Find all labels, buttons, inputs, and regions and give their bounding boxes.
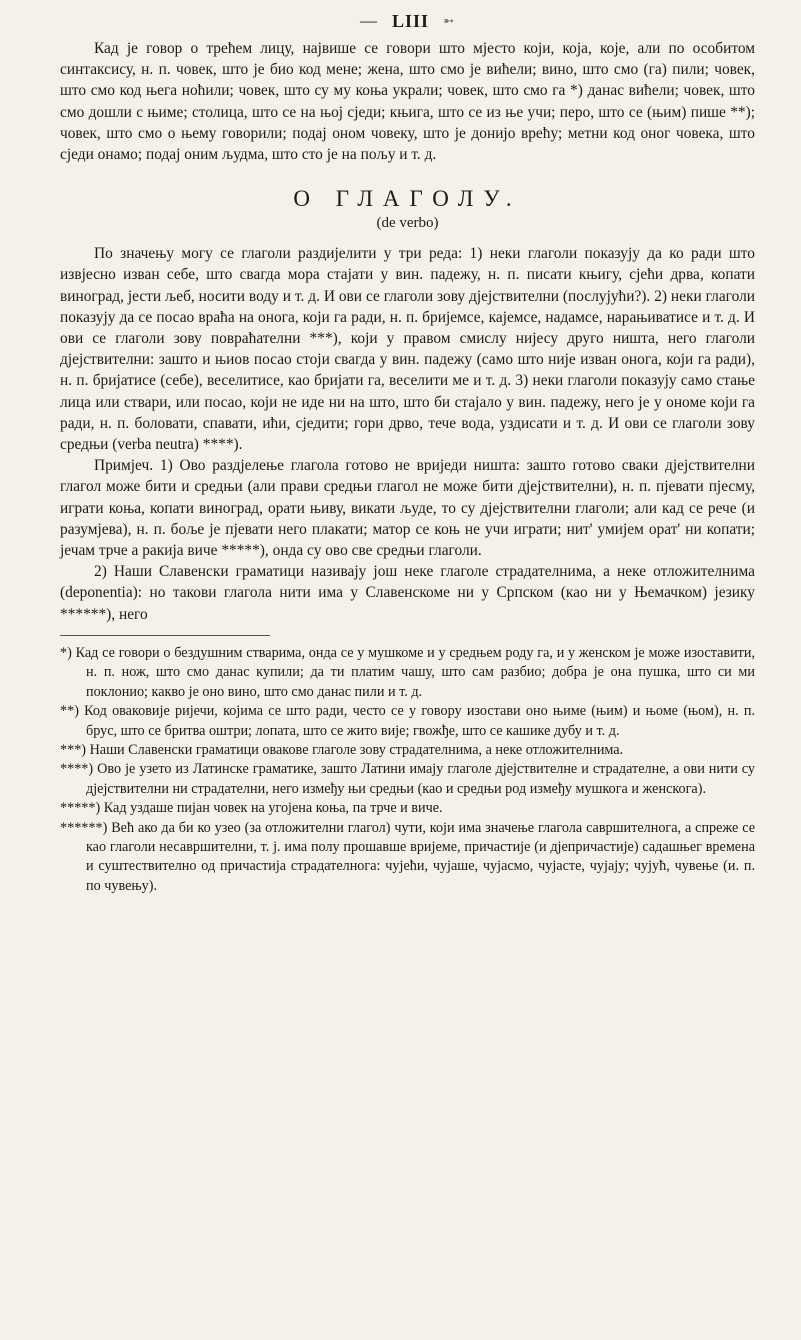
intro-paragraph: Кад је говор о трећем лицу, највише се говори што мјесто који, која, које, али по особитом синтаксису, н. п. човек, што је био код мене; жена, што смо је вићели; вино, што смо (га) пили; човек, што смо код њега ноћили; човек, што су му коња украли; човек, што смо га *) данас вићели; човек, што смо дошли с њиме; столица, што се на њој сједи; књига, што се из ње учи; перо, што се (њим) пише **); човек, што смо о њему говорили; подај оном човеку, што је донијо врећу; метни код оног човека, што сједи онамо; подај оним људма, што сто је на пољу и т. д. — [60, 40, 755, 164]
footnote-text: Кад уздаше пијан човек на угојена коња, па трче и виче. — [103, 800, 443, 817]
printer-mark-icon: ➵ — [443, 13, 455, 28]
footnote-6 — [60, 819, 755, 897]
footnote-text: Наши Славенски граматици оваковe глаголе зову страдателнима, а неке отложителнима. — [89, 741, 624, 758]
footnote-text: Кад се говори о бездушним стварима, онда се у мушкоме и у средњем роду га, и у женском је може изоставити, н. п. нож, што смо данас купили; да ти платим чашу, што сам разбио; добра је она пушка, што си ми поклонио; какво је оно вино, што смо данас пили и т. д. — [75, 644, 756, 700]
footnote-divider — [60, 635, 270, 636]
footnote-mark: ******) — [60, 819, 108, 836]
footnote-text: Већ ако да би ко узео (за отложителни глагол) чути, који има значење глагола савршителнога, а спреже се као глаголи несавршителни, т. ј. има полу прошавше вријеме, причастије (и дјепричастије) садашњег времена и суштествително од причастија страдателнога: чујећи, чујаше, чујасмо, чујасте, чујају; чујућ, чувење (и. п. по чувењу). — [86, 819, 756, 894]
section-title: О ГЛАГОЛУ. — [293, 186, 522, 212]
paragraph-note-1: Примјеч. 1) Ово раздјелење глагола готово не вриједи ништа: зашто готово сваки дјејствителни глагол може бити и средњи (али прави средњи глагол не може бити дјејствителни), н. п. пјевати пјесму, играти коња, копати виноград, орати њиву, викати људе, то су дјејствителни глаголи; али кад се рече (и разумјева), н. п. боље је пјевати него плакати; матор се коњ не учи играти; нит' умијем орат' ни копати; јечам трче а ракија виче *****), онда су ово све средњи глаголи. — [60, 457, 755, 560]
paragraph-classification: По значењу могу се глаголи раздијелити у три реда: 1) неки глаголи показују да ко ради што извјесно изван себе, што свагда мора стајати у вин. падежу, н. п. писати књигу, сјећи дрва, копати виноград, јести љеб, носити воду и т. д. И ови се глаголи зову дјејствителни (послујући?). 2) неки глаголи показују да се посао враћа на онога, који га ради, н. п. бријемсе, кајемсе, надамсе, нарањиватисе и т. д. И ови се глаголи зову поврaћателни ***), који у правом смислу нијесу друго ништа, него глаголи дјејствителни: зашто и њиов посао стоји свагда у вин. падежу (само што није изван онога, који га ради), н. п. бријатисе (себе), веселитисе, као бријати га, веселити ме и т. д. 3) неки глаголи показују само стање лица или ствари, или посао, који не иде ни на што, што би стајало у вин. падежу, него је у ономе који га ради, н. п. боловати, спавати, ићи, сједити; гори дрво, тече вода, уздисати и т. д. И ови се глаголи зову средњи (verba neutra) ****). — [60, 245, 755, 454]
footnote-5 — [60, 799, 755, 818]
footnote-4 — [60, 760, 755, 799]
footnote-1 — [60, 644, 755, 702]
footnote-mark: *****) — [60, 800, 101, 817]
footnote-mark: ****) — [60, 761, 94, 778]
page-header — [60, 8, 755, 34]
footnote-text: Ово је узето из Латинске граматике, зашто Латини имају глаголе дјејствителне и страдателне, а ови нити су дјејствителни ни страдателни, него између њи средњи (као и средњи род између мушкога и женскога). — [86, 761, 756, 797]
footnote-3 — [60, 741, 755, 760]
footnote-mark: **) — [60, 703, 79, 720]
header-dash: — — [360, 11, 379, 30]
footnote-mark: *) — [60, 644, 72, 661]
paragraph-note-2: 2) Наши Славенски граматици називају још неке глаголе страдателнима, а неке отложителнима (deponentia): но такови глагола нити има у Славенскоме ни у Српском (као ни у Њемачком) језику ******), него — [60, 563, 755, 623]
page-number: LIII — [392, 10, 430, 31]
footnote-mark: ***) — [60, 741, 87, 758]
main-text — [60, 38, 755, 625]
footnotes — [60, 644, 755, 896]
footnote-2 — [60, 702, 755, 741]
section-subtitle: (de verbo) — [376, 215, 439, 232]
footnote-text: Код оваковије ријечи, којима се што ради, често се у говору изостави оно њиме (њим) и њоме (њом), н. п. брус, што се бритва оштри; лопата, што се жито вије; гвожђе, што се кашике дубу и т. д. — [84, 703, 756, 739]
